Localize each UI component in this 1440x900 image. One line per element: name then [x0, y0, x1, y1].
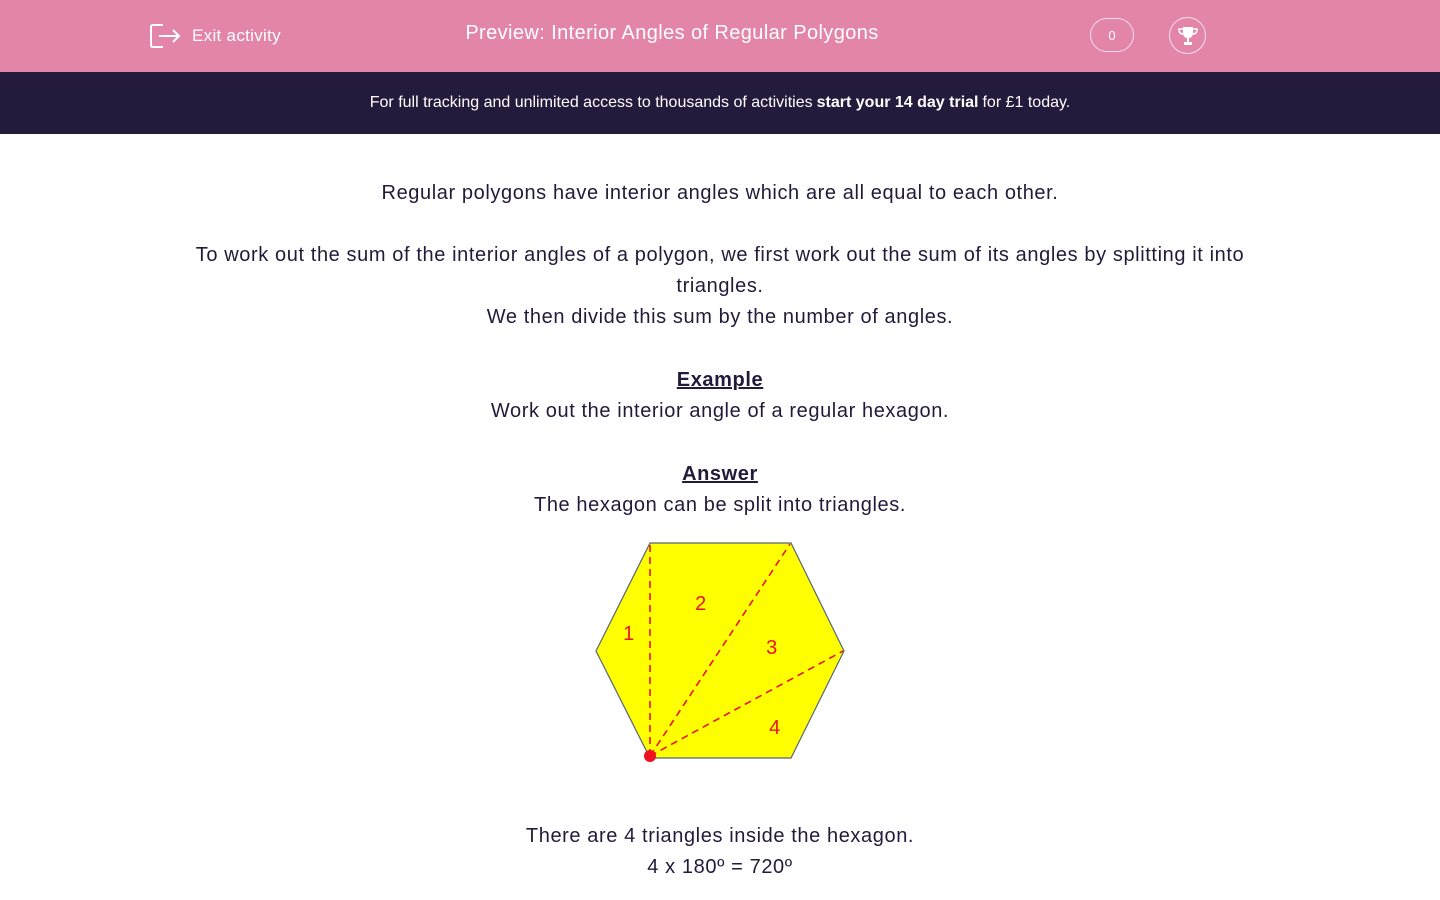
trophy-button[interactable]	[1169, 17, 1206, 54]
triangle-label: 3	[766, 637, 778, 659]
triangle-label: 1	[623, 623, 635, 645]
score-badge: 0	[1090, 18, 1134, 52]
triangle-label: 4	[769, 717, 781, 739]
trophy-icon	[1176, 24, 1200, 48]
page-title: Preview: Interior Angles of Regular Polygons	[465, 22, 879, 44]
hexagon-diagram	[590, 521, 850, 801]
answer-text: The hexagon can be split into triangles.	[534, 494, 906, 516]
example-text: Work out the interior angle of a regular hexagon.	[490, 400, 950, 422]
lesson-content	[0, 134, 1440, 900]
method-text-2: We then divide this sum by the number of angles.	[486, 306, 954, 328]
trial-link[interactable]: start your 14 day trial	[816, 94, 979, 111]
count-text: There are 4 triangles inside the hexagon.	[525, 825, 915, 847]
triangle-label: 2	[695, 593, 707, 615]
banner-suffix: for £1 today.	[982, 94, 1071, 111]
exit-activity-label: Exit activity	[192, 26, 281, 45]
calculation-text: 4 x 180º = 720º	[647, 856, 793, 878]
top-bar	[0, 0, 1440, 72]
trial-banner	[0, 72, 1440, 134]
example-heading: Example	[676, 369, 764, 391]
vertex-dot	[644, 750, 656, 762]
banner-text: For full tracking and unlimited access to thousands of activities	[369, 94, 813, 111]
intro-text: Regular polygons have interior angles which are all equal to each other.	[381, 182, 1059, 204]
answer-heading: Answer	[682, 463, 758, 485]
method-text: To work out the sum of the interior angles of a polygon, we first work out the sum of its angles by splitting it into triangles.	[195, 244, 1245, 297]
